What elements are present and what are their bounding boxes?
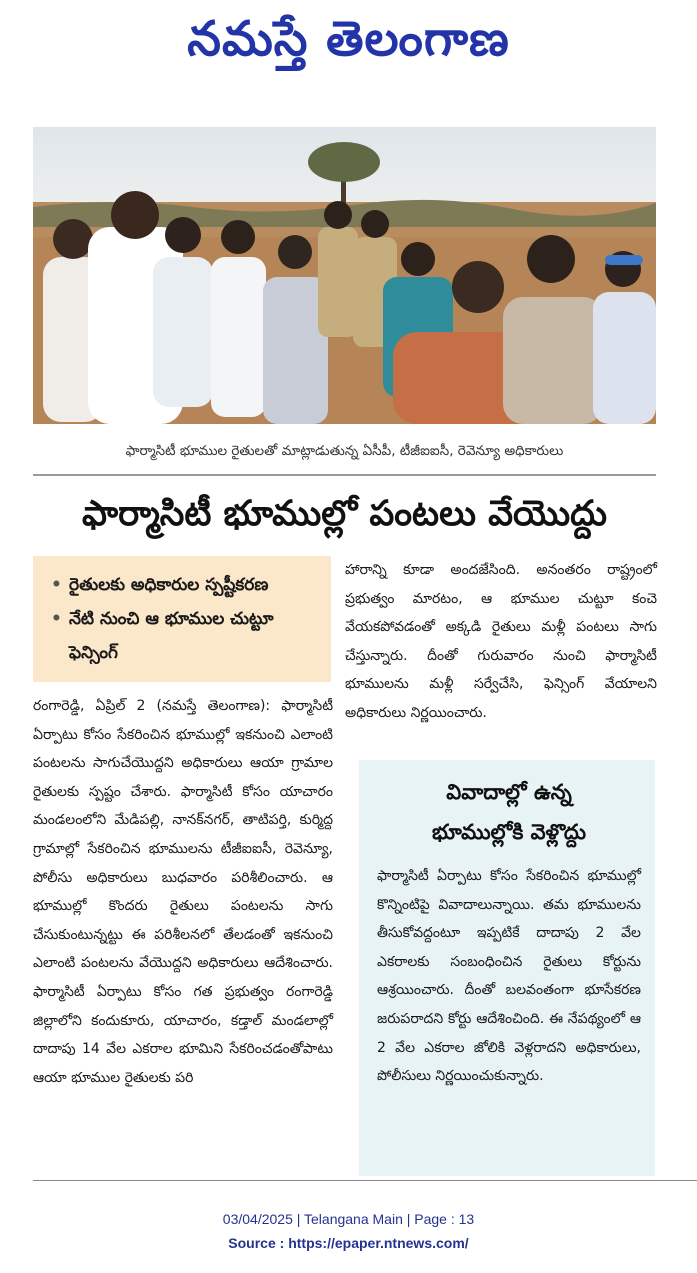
- photo-caption: ఫార్మాసిటీ భూముల రైతులతో మాట్లాడుతున్న ఏసీపీ, టీజీఐఐసీ, రెవెన్యూ అధికారులు: [125, 443, 564, 459]
- article-paragraph: రంగారెడ్డి, ఏప్రిల్ 2 (నమస్తే తెలంగాణ): ఫార్మాసిటీ ఏర్పాటు కోసం సేకరించిన భూముల్లో ఇకనుంచి ఎలాంటి పంటలను సాగుచేయొద్దని అధికారులు ఆయా గ్రామాల రైతులకు స్పష్టం చేశారు. ఫార్మాసిటీ కోసం యాచారం మండలంలోని మేడిపల్లి, నానక్‌నగర్, తాటిపర్తి, కుర్మిద్ద గ్రామాల్లో సేకరించిన భూములను టీజీఐఐసీ, రెవెన్యూ, పోలీసు అధికారులు బుధవారం పరిశీలించారు. ఆ భూముల్లో కొందరు రైతులు పంటలను సాగు చేసుకుంటున్నట్టు ఈ పరిశీలనలో తేలడంతో ఇకనుంచి ఎలాంటి పంటలను వేయొద్దని అధికారులు ఆదేశించారు. ఫార్మాసిటీ ఏర్పాటు కోసం గత ప్రభుత్వం రంగారెడ్డి జిల్లాలోని కందుకూరు, యాచారం, కడ్తాల్ మండలాల్లో దాదాపు 14 వేల ఎకరాల భూమిని సేకరించడంతోపాటు ఆయా భూముల రైతులకు పరి: [33, 698, 333, 1086]
- footer-divider: [33, 1180, 697, 1181]
- news-photo: [33, 127, 656, 424]
- article-body-left: [33, 692, 333, 1092]
- sidebar-title-line2: భూముల్లోకి వెళ్లొద్దు: [432, 820, 586, 844]
- news-photo-illustration: [33, 127, 656, 424]
- sidebar-title-line1: వివాదాల్లో ఉన్న: [446, 780, 572, 804]
- article-headline: ఫార్మాసిటీ భూముల్లో పంటలు వేయొద్దు: [81, 494, 608, 534]
- newspaper-masthead: నమస్తే తెలంగాణ: [187, 11, 510, 67]
- highlight-item: [51, 602, 321, 670]
- footer-edition-info: 03/04/2025 | Telangana Main | Page : 13: [222, 1211, 475, 1227]
- highlights-box: [33, 556, 331, 682]
- highlight-item: [51, 568, 321, 602]
- highlight-text: నేటి నుంచి ఆ భూముల చుట్టూ ఫెన్సింగ్: [69, 609, 274, 663]
- bullet-icon: •: [51, 609, 62, 629]
- bullet-icon: •: [51, 575, 62, 595]
- highlight-text: రైతులకు అధికారుల స్పష్టీకరణ: [69, 575, 269, 595]
- article-body-right: [345, 556, 657, 728]
- sidebar-body: ఫార్మాసిటీ ఏర్పాటు కోసం సేకరించిన భూముల్లో కొన్నింటిపై వివాదాలున్నాయి. తమ భూములను తీసుకోవద్దంటూ ఇప్పటికే దాదాపు 2 వేల ఎకరాలకు సంబంధించిన రైతులు కోర్టును ఆశ్రయించారు. దీంతో బలవంతంగా భూసేకరణ జరుపరాదని కోర్టు ఆదేశించింది. ఈ నేపథ్యంలో ఆ 2 వేల ఎకరాల జోలికి వెళ్లరాదని అధికారులు, పోలీసులు నిర్ణయించుకున్నారు.: [377, 868, 641, 1085]
- footer-source: Source : https://epaper.ntnews.com/: [228, 1235, 469, 1251]
- caption-divider: [33, 474, 656, 476]
- article-paragraph: హారాన్ని కూడా అందజేసింది. అనంతరం రాష్ట్రంలో ప్రభుత్వం మారటం, ఆ భూముల చుట్టూ కంచె వేయకపోవడంతో అక్కడి రైతులు మళ్లీ పంటలు సాగు చేస్తున్నారు. దీంతో గురువారం నుంచి ఫార్మాసిటీ భూములను మళ్లీ సర్వేచేసి, ఫెన్సింగ్ వేయాలని అధికారులు నిర్ణయించారు.: [345, 562, 657, 721]
- sidebar-box: [359, 760, 655, 1176]
